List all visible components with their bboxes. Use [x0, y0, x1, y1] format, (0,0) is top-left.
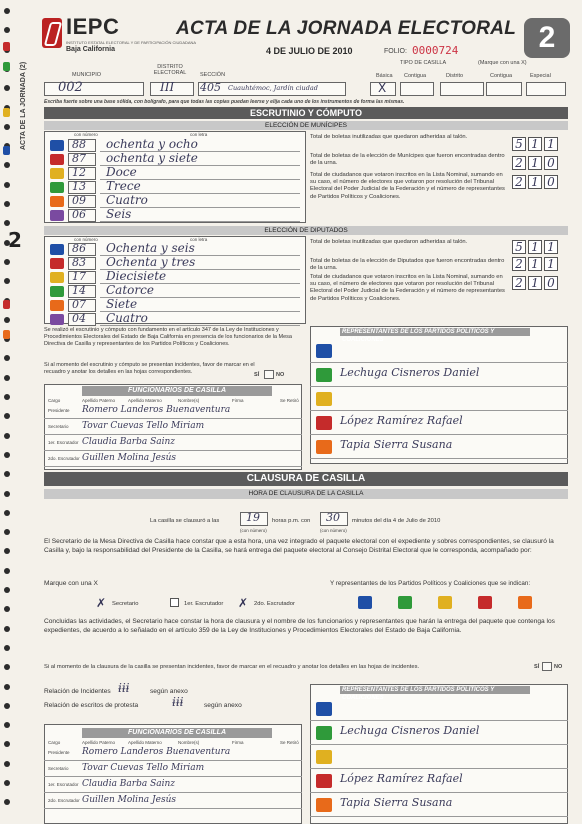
tipo-contigua1-box[interactable]	[400, 82, 434, 96]
tipo-basica: Básica	[376, 73, 393, 79]
binder-hole	[4, 85, 10, 91]
party-logo-icon	[316, 774, 332, 788]
document-title: ACTA DE LA JORNADA ELECTORAL	[176, 18, 517, 39]
seccion-label: SECCIÓN	[200, 72, 226, 78]
func-name: Romero Landeros Buenaventura	[82, 405, 231, 415]
rep-row-line	[310, 410, 568, 411]
func-cargo: Secretario	[48, 424, 69, 429]
binder-hole	[4, 799, 10, 805]
side-color-tab	[3, 330, 10, 339]
diputados-col-letter: con letra	[190, 237, 208, 242]
clausura-hours: 19	[246, 511, 260, 524]
representantes-title-1: REPRESENTANTES DE LOS PARTIDOS POLÍTICOS Y COALICIONES	[340, 328, 530, 336]
rep-row-line	[310, 434, 568, 435]
secretario-x[interactable]: ✗	[96, 596, 107, 610]
municipes-col-number: con número	[74, 132, 98, 137]
binder-hole	[4, 394, 10, 400]
party-logo-icon	[50, 168, 64, 179]
party-logo-icon	[316, 798, 332, 812]
rel-incidentes-anexo: según anexo	[150, 688, 188, 695]
clausura-band: CLAUSURA DE CASILLA	[44, 472, 568, 486]
binder-hole	[4, 317, 10, 323]
total-digit-box[interactable]: 1	[528, 276, 542, 290]
folio-label: FOLIO:	[384, 48, 407, 55]
party-logo-icon	[518, 596, 532, 609]
total-digit-box[interactable]: 1	[544, 257, 558, 271]
clausura-text-b: horas p.m. con	[272, 518, 311, 524]
mun-q3: Total de ciudadanos que votaron inscritos en la Lista Nominal, sumando en su caso, el número de electores que votaron por resolución del Tribunal Electoral del Poder Judicial de la Federación y el número de representantes de Partidos Políticos y Coaliciones.	[310, 172, 505, 200]
party-logo-icon	[316, 368, 332, 382]
party-logo-icon	[478, 596, 492, 609]
party-logo-icon	[358, 596, 372, 609]
seccion-value: 405	[200, 81, 221, 94]
clausura-subband: HORA DE CLAUSURA DE LA CASILLA	[44, 489, 568, 499]
party-logo-icon	[50, 196, 64, 207]
minutes-num-label: (con número)	[320, 528, 347, 533]
representantes-title-2: REPRESENTANTES DE LOS PARTIDOS POLÍTICOS Y COALICIONES	[340, 686, 530, 694]
funcionarios-table-2	[44, 724, 302, 824]
vote-letter: Seis	[106, 207, 132, 221]
mun-q2: Total de boletas de la elección de Munícipes que fueron encontradas dentro de la urna.	[310, 153, 505, 167]
municipio-value: 002	[58, 80, 83, 95]
func-cargo: 1er. Escrutador	[48, 782, 79, 787]
tipo-especial-box[interactable]	[526, 82, 566, 96]
total-digit-box[interactable]: 1	[528, 175, 542, 189]
municipio-label: MUNICIPIO	[72, 72, 102, 78]
func-row-line	[44, 760, 302, 761]
func-row-line	[44, 450, 302, 451]
binder-hole	[4, 375, 10, 381]
incidents-no: NO	[276, 372, 285, 378]
func-col-header: Cargo	[48, 740, 61, 745]
func-row-line	[44, 466, 302, 467]
func-name: Claudia Barba Sainz	[82, 779, 176, 789]
party-logo-icon	[316, 750, 332, 764]
func-col-header: Apellido Materno	[128, 398, 162, 403]
party-logo-icon	[50, 300, 64, 311]
tipo-contigua2-box[interactable]	[486, 82, 522, 96]
vote-number: 04	[72, 312, 86, 325]
func-col-header: Nombre(s)	[178, 398, 200, 403]
binder-hole	[4, 684, 10, 690]
func-cargo: 2do. Escrutador	[48, 798, 80, 803]
func-cargo: Presidente	[48, 750, 70, 755]
rel-incidentes-label: Relación de Incidentes	[44, 688, 111, 695]
binder-hole	[4, 645, 10, 651]
binder-hole	[4, 722, 10, 728]
binder-hole	[4, 510, 10, 516]
vote-number: 14	[72, 284, 86, 297]
party-logo-icon	[50, 140, 64, 151]
rep-name: López Ramírez Rafael	[340, 772, 463, 785]
rep-name: Tapia Sierra Susana	[340, 796, 453, 809]
side-number: 2	[8, 228, 22, 252]
vote-letter: Diecisiete	[106, 269, 167, 283]
vote-letter: Cuatro	[106, 193, 148, 207]
tipo-casilla-label: TIPO DE CASILLA	[400, 60, 447, 66]
rep-row-line	[310, 362, 568, 363]
diputados-col-number: con número	[74, 237, 98, 242]
rep-name: López Ramírez Rafael	[340, 414, 463, 427]
tipo-distrito: Distrito	[446, 73, 464, 79]
func-cargo: 2do. Escrutador	[48, 456, 80, 461]
clausura-body-2: Concluidas las actividades, el Secretario hace constar la hora de clausura y el nombre de los funcionarios y representantes que harán la entrega del paquete que contenga los expedientes, de acuerdo a lo señalado en el artículo 359 de la Ley de Instituciones y Procedimientos Electorales del Estado de Baja California.	[44, 618, 555, 634]
func-name: Guillen Molina Jesús	[82, 795, 176, 805]
binder-hole	[4, 27, 10, 33]
binder-hole	[4, 741, 10, 747]
binder-hole	[4, 182, 10, 188]
rep-row-line	[310, 720, 568, 721]
binder-hole	[4, 8, 10, 14]
binder-hole	[4, 529, 10, 535]
total-digit-box[interactable]: 2	[512, 276, 526, 290]
tipo-casilla-note: (Marque con una X)	[478, 60, 527, 66]
municipes-col-letter: con letra	[190, 132, 208, 137]
binder-hole	[4, 201, 10, 207]
distrito-value: III	[160, 80, 175, 94]
escrutador1-checkbox[interactable]	[170, 598, 179, 607]
option-escrutador2: 2do. Escrutador	[254, 601, 295, 607]
func-name: Romero Landeros Buenaventura	[82, 747, 231, 757]
binder-hole	[4, 433, 10, 439]
party-logo-icon	[50, 154, 64, 165]
side-color-tab	[3, 108, 10, 117]
legal-text: Se realizó el escrutinio y cómputo con fundamento en el artículo 347 de la Ley de Instituciones y Procedimientos Electorales del Estado de Baja California en presencia de los funcionarios de la Mesa Directiva de Casilla y representantes de los Partidos Políticos y Coaliciones.	[44, 327, 292, 347]
func-name: Guillen Molina Jesús	[82, 453, 176, 463]
side-color-tab	[3, 42, 10, 51]
func-col-header: Firma	[232, 398, 244, 403]
func-name: Tovar Cuevas Tello Miriam	[82, 763, 205, 773]
rel-escritos-label: Relación de escritos de protesta	[44, 702, 139, 709]
total-digit-box[interactable]: 2	[512, 257, 526, 271]
party-logo-icon	[50, 210, 64, 221]
rep-row-line	[310, 816, 568, 817]
clausura-si: SÍ	[534, 664, 540, 670]
func-row-line	[44, 776, 302, 777]
marque-label: Marque con una X	[44, 580, 98, 587]
side-color-tab	[3, 146, 10, 155]
form-number-badge: 2	[524, 18, 570, 58]
clausura-incidents: Si al momento de la clausura de la casilla se presentan incidentes, favor de marcar en el recuadro y anotar los detalles en las hojas de incidentes.	[44, 664, 420, 670]
party-logo-icon	[50, 182, 64, 193]
binder-hole	[4, 703, 10, 709]
rep-row-line	[310, 768, 568, 769]
vote-number: 17	[72, 270, 86, 283]
total-digit-box[interactable]: 5	[512, 137, 526, 151]
side-color-tab	[3, 62, 10, 71]
total-digit-box[interactable]: 1	[544, 137, 558, 151]
vote-number: 87	[72, 152, 86, 165]
total-digit-box[interactable]: 1	[528, 137, 542, 151]
vote-letter: ochenta y ocho	[106, 137, 198, 151]
func-col-header: Apellido Paterno	[82, 740, 116, 745]
incidents-si-box[interactable]	[264, 370, 274, 379]
binder-hole	[4, 491, 10, 497]
tipo-contigua-1: Contigua	[404, 73, 427, 79]
total-digit-box[interactable]: 0	[544, 276, 558, 290]
tipo-x-mark: X	[378, 81, 387, 95]
total-digit-box[interactable]: 0	[544, 156, 558, 170]
vote-letter: Trece	[106, 179, 141, 193]
vote-letter: Cuatro	[106, 311, 148, 325]
party-logo-icon	[50, 314, 64, 325]
election-date: 4 DE JULIO DE 2010	[266, 46, 353, 56]
vote-number: 06	[72, 208, 86, 221]
option-secretario: Secretario	[112, 601, 139, 607]
func-col-header: Se Retiró	[280, 740, 299, 745]
vote-number: 88	[72, 138, 86, 151]
hours-num-label: (con número)	[240, 528, 267, 533]
vote-number: 07	[72, 298, 86, 311]
instruction-text: Escriba fuerte sobre una base sólida, con bolígrafo, para que todas las copias puedan leerse y elija cada uno de los instrumentos de forma las mismas.	[44, 99, 405, 105]
party-logo-icon	[50, 244, 64, 255]
total-digit-box[interactable]: 1	[528, 156, 542, 170]
dip-q2: Total de boletas de la elección de Diputados que fueron encontradas dentro de la urna.	[310, 258, 505, 272]
dip-q1: Total de boletas inutilizadas que quedaron adheridas al talón.	[310, 239, 468, 245]
tipo-distrito-box[interactable]	[440, 82, 484, 96]
func-cargo: Presidente	[48, 408, 70, 413]
clausura-text-c: minutos del día 4 de Julio de 2010	[352, 518, 441, 524]
func-col-header: Se Retiró	[280, 398, 299, 403]
party-logo-icon	[50, 272, 64, 283]
funcionarios-title-2: FUNCIONARIOS DE CASILLA	[82, 728, 272, 738]
vote-number: 12	[72, 166, 86, 179]
func-cargo: Secretario	[48, 766, 69, 771]
rep-row-line	[310, 458, 568, 459]
clausura-minutes: 30	[326, 511, 340, 524]
vote-number: 83	[72, 256, 86, 269]
func-col-header: Apellido Paterno	[82, 398, 116, 403]
func-col-header: Firma	[232, 740, 244, 745]
side-label: ACTA DE LA JORNADA (2)	[20, 61, 27, 150]
state-name: Baja California	[66, 46, 116, 53]
diputados-band: ELECCIÓN DE DIPUTADOS	[44, 226, 568, 235]
func-row-line	[44, 808, 302, 809]
binder-hole	[4, 664, 10, 670]
party-logo-icon	[316, 392, 332, 406]
seccion-handwritten: Cuauhtémoc, Jardín ciudad	[228, 84, 318, 92]
rep-row-line	[310, 386, 568, 387]
binder-hole	[4, 626, 10, 632]
total-digit-box[interactable]: 2	[512, 156, 526, 170]
total-digit-box[interactable]: 1	[528, 240, 542, 254]
total-digit-box[interactable]: 0	[544, 175, 558, 189]
incidents-text: Si al momento del escrutinio y cómputo se presentan incidentes, favor de marcar en el recuadro y anotar los detalles en las hojas correspondientes.	[44, 362, 255, 375]
party-logo-icon	[398, 596, 412, 609]
party-logo-icon	[50, 258, 64, 269]
func-name: Tovar Cuevas Tello Miriam	[82, 421, 205, 431]
rep-row-line	[310, 744, 568, 745]
binder-hole	[4, 780, 10, 786]
func-cargo: 1er. Escrutador	[48, 440, 79, 445]
folio-number: 0000724	[412, 44, 459, 57]
func-col-header: Cargo	[48, 398, 61, 403]
binder-hole	[4, 587, 10, 593]
func-col-header: Apellido Materno	[128, 740, 162, 745]
dip-q3: Total de ciudadanos que votaron inscritos en la Lista Nominal, sumando en su caso, el número de electores que votaron por resolución del Tribunal Electoral del Poder Judicial de la Federación y el número de representantes de Partidos Políticos y Coaliciones.	[310, 274, 505, 302]
rel-incidentes-mark: ɨɨɨ	[118, 681, 130, 695]
rel-escritos-mark: ɨɨɨ	[172, 695, 184, 709]
binder-hole	[4, 413, 10, 419]
incidents-si: SÍ	[254, 372, 260, 378]
org-name: IEPC	[66, 14, 120, 39]
clausura-no: NO	[554, 664, 563, 670]
vote-letter: Catorce	[106, 283, 154, 297]
municipes-band: ELECCIÓN DE MUNÍCIPES	[44, 121, 568, 130]
binder-hole	[4, 162, 10, 168]
total-digit-box[interactable]: 1	[528, 257, 542, 271]
total-digit-box[interactable]: 5	[512, 240, 526, 254]
mun-q1: Total de boletas inutilizadas que quedaron adheridas al talón.	[310, 134, 468, 140]
binder-holes	[4, 8, 12, 818]
vote-letter: Ochenta y tres	[106, 255, 196, 269]
party-logo-icon	[316, 416, 332, 430]
clausura-body: El Secretario de la Mesa Directiva de Casilla hace constar que a esta hora, una vez integrado el paquete electoral con el expediente y sobres correspondientes, se clausuró la Casilla y, bajo la responsabilidad del Presidente de la Casilla, se hará entrega del paquete electoral al Consejo Distrital Electoral que le corresponda, acompañado por:	[44, 538, 554, 554]
binder-hole	[4, 606, 10, 612]
iepc-logo-icon	[42, 18, 62, 48]
party-logo-icon	[50, 286, 64, 297]
party-logo-icon	[316, 726, 332, 740]
vote-number: 13	[72, 180, 86, 193]
tipo-contigua-2: Contigua	[490, 73, 513, 79]
clausura-si-box[interactable]	[542, 662, 552, 671]
institute-name: INSTITUTO ESTATAL ELECTORAL Y DE PARTICIPACIÓN CIUDADANA	[66, 40, 197, 45]
binder-hole	[4, 220, 10, 226]
binder-hole	[4, 452, 10, 458]
binder-hole	[4, 259, 10, 265]
vote-row-line	[100, 221, 300, 222]
total-digit-box[interactable]: 2	[512, 175, 526, 189]
func-col-header: Nombre(s)	[178, 740, 200, 745]
binder-hole	[4, 548, 10, 554]
binder-hole	[4, 761, 10, 767]
vote-row-line	[100, 325, 300, 326]
vote-number: 09	[72, 194, 86, 207]
party-logo-icon	[316, 440, 332, 454]
representantes-indican-label: Y representantes de los Partidos Políticos y Coaliciones que se indican:	[330, 580, 531, 587]
rep-name: Lechuga Cisneros Daniel	[340, 366, 480, 379]
binder-hole	[4, 355, 10, 361]
funcionarios-title-1: FUNCIONARIOS DE CASILLA	[82, 386, 272, 396]
func-row-line	[44, 434, 302, 435]
party-logo-icon	[438, 596, 452, 609]
func-name: Claudia Barba Sainz	[82, 437, 176, 447]
vote-letter: ochenta y siete	[106, 151, 198, 165]
distrito-label: DISTRITO ELECTORAL	[153, 64, 187, 76]
option-escrutador1: 1er. Escrutador	[184, 601, 224, 607]
tipo-especial: Especial	[530, 73, 551, 79]
rep-name: Tapia Sierra Susana	[340, 438, 453, 451]
escrutador2-x[interactable]: ✗	[238, 596, 249, 610]
party-logo-icon	[316, 344, 332, 358]
vote-letter: Doce	[106, 165, 137, 179]
binder-hole	[4, 278, 10, 284]
side-color-tab	[3, 300, 10, 309]
rep-row-line	[310, 792, 568, 793]
total-digit-box[interactable]: 1	[544, 240, 558, 254]
vote-number: 86	[72, 242, 86, 255]
rep-name: Lechuga Cisneros Daniel	[340, 724, 480, 737]
rel-escritos-anexo: según anexo	[204, 702, 242, 709]
clausura-text-a: La casilla se clausuró a las	[150, 518, 220, 524]
escrutinio-band: ESCRUTINIO Y CÓMPUTO	[44, 107, 568, 119]
binder-hole	[4, 568, 10, 574]
vote-letter: Ochenta y seis	[106, 241, 195, 255]
party-logo-icon	[316, 702, 332, 716]
func-row-line	[44, 792, 302, 793]
func-row-line	[44, 418, 302, 419]
binder-hole	[4, 124, 10, 130]
binder-hole	[4, 471, 10, 477]
vote-letter: Siete	[106, 297, 138, 311]
